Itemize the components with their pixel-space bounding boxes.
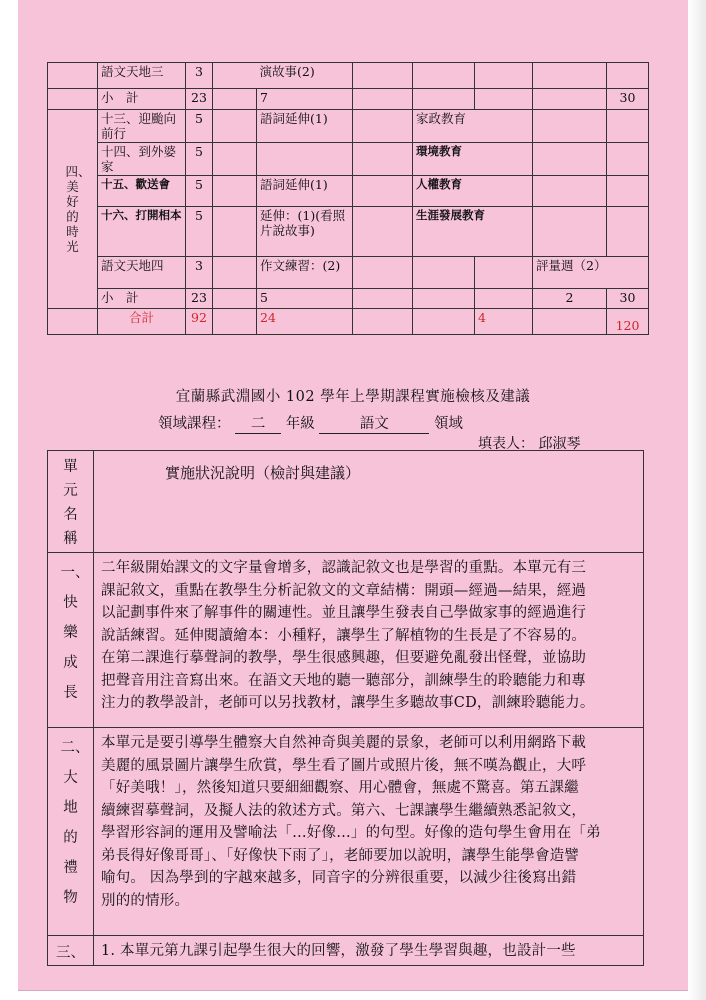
activity-cell: 作文練習：(2) (257, 257, 353, 289)
table-row (48, 553, 644, 728)
table-row (48, 110, 649, 143)
activity-cell: 演故事(2) (257, 63, 353, 89)
activity-cell: 延伸：(1)(看照片說故事) (257, 207, 353, 257)
subject-label: 領域 (433, 416, 463, 432)
hours-cell: 5 (186, 143, 213, 176)
hours-cell: 3 (186, 63, 213, 89)
table-row (48, 176, 649, 207)
section-label: 四、美好的時光 (48, 110, 98, 309)
grade-value: 二 (235, 412, 281, 434)
hours-cell: 5 (186, 110, 213, 143)
hours-cell: 23 (186, 289, 213, 309)
schedule-table (47, 62, 649, 335)
page-title: 宜蘭縣武淵國小 102 學年上學期課程實施檢核及建議 (175, 389, 531, 405)
unit-name-cell: 一、快樂成長 (48, 553, 94, 728)
grand-total-assessment: 4 (475, 309, 533, 335)
hours-cell: 5 (186, 176, 213, 207)
domain-prefix: 領域課程： (158, 416, 231, 432)
filler-label: 填表人： (478, 436, 534, 452)
subject-value: 語文 (319, 412, 429, 434)
issue-cell: 環境教育 (413, 143, 533, 176)
table-row (48, 728, 644, 936)
table-row (48, 936, 644, 966)
grand-total-sum: 120 (607, 309, 649, 335)
grand-total-activity: 24 (257, 309, 353, 335)
unit-cell: 語文天地四 (98, 257, 186, 289)
scan-edge (688, 0, 706, 1000)
domain-line (158, 412, 463, 434)
issue-cell: 生涯發展教育 (413, 207, 533, 257)
description-cell: 本單元是要引導學生體察大自然神奇與美麗的景象，老師可以利用網路下載 美麗的風景圖片讓學生欣賞，學生看了圖片或照片後，無不嘆為觀止，大呼 「好美哦！」，然後知道只要細細觀察、用心體會，無處不驚喜。第五課繼 續練習摹聲詞，及擬人法的敘述方式。第六、七課讓學生繼續熟悉記敘文， 學習形容詞的運用及譬喻法「…好像…」的句型。好像的造句學生會用在「弟 弟長得好像哥哥」、「好像快下雨了」，老師要加以說明，讓學生能學會造譬 喻句。 因為學到的字越來越多，同音字的分辨很重要，以減少往後寫出錯 別的的情形。 (94, 728, 644, 936)
unit-cell: 十六、打開相本 (98, 207, 186, 257)
table-row (48, 257, 649, 289)
description-cell: 1. 本單元第九課引起學生很大的回響，激發了學生學習與趣，也設計一些 (94, 936, 644, 966)
table-row (48, 143, 649, 176)
description-cell: 二年級開始課文的文字量會增多，認識記敘文也是學習的重點。本單元有三 課記敘文，重點在教學生分析記敘文的文章結構：開頭—經過—結果，經過 以記劃事件來了解事件的關連性。並且讓學生發表自己學做家事的經過進行 說話練習。延伸閱讀繪本：小種籽，讓學生了解植物的生長是了不容易的。 在第二課進行摹聲詞的教學，學生很感興趣，但要避免亂發出怪聲，並協助 把聲音用注音寫出來。在語文天地的聽一聽部分，訓練學生的聆聽能力和專 注力的教學設計，老師可以另找教材，讓學生多聽故事CD，訓練聆聽能力。 (94, 553, 644, 728)
hours-cell: 23 (186, 89, 213, 110)
table-header-row (48, 451, 644, 553)
subtotal-label: 小 計 (98, 289, 186, 309)
grand-total-hours: 92 (186, 309, 213, 335)
issue-cell: 家政教育 (413, 110, 533, 143)
review-table (47, 450, 644, 966)
filler-name: 邱淑琴 (538, 436, 581, 452)
assessment-cell: 評量週（2） (533, 257, 649, 289)
grade-label: 年級 (285, 416, 315, 432)
subtotal-label: 小 計 (98, 89, 186, 110)
issue-cell: 人權教育 (413, 176, 533, 207)
table-row (48, 63, 649, 89)
unit-cell: 語文天地三 (98, 63, 186, 89)
activity-subtotal: 7 (257, 89, 353, 110)
table-row (48, 289, 649, 309)
activity-cell: 語詞延伸(1) (257, 176, 353, 207)
total-hours-cell: 30 (607, 89, 649, 110)
unit-cell: 十三、迎颱向前行 (98, 110, 186, 143)
hours-cell: 5 (186, 207, 213, 257)
unit-cell: 十五、歡送會 (98, 176, 186, 207)
hours-cell: 3 (186, 257, 213, 289)
total-hours-cell: 30 (607, 289, 649, 309)
table-row-total (48, 309, 649, 335)
table-row (48, 89, 649, 110)
unit-name-cell: 三、 (48, 936, 94, 966)
activity-cell: 語詞延伸(1) (257, 110, 353, 143)
unit-cell: 十四、到外婆家 (98, 143, 186, 176)
table-row (48, 207, 649, 257)
unit-name-cell: 二、大地的禮物 (48, 728, 94, 936)
assessment-subtotal: 2 (533, 289, 607, 309)
description-header: 實施狀況說明（檢討與建議） (94, 451, 644, 553)
activity-subtotal: 5 (257, 289, 353, 309)
unit-name-header: 單元名稱 (48, 451, 94, 553)
grand-total-label: 合計 (98, 309, 186, 335)
